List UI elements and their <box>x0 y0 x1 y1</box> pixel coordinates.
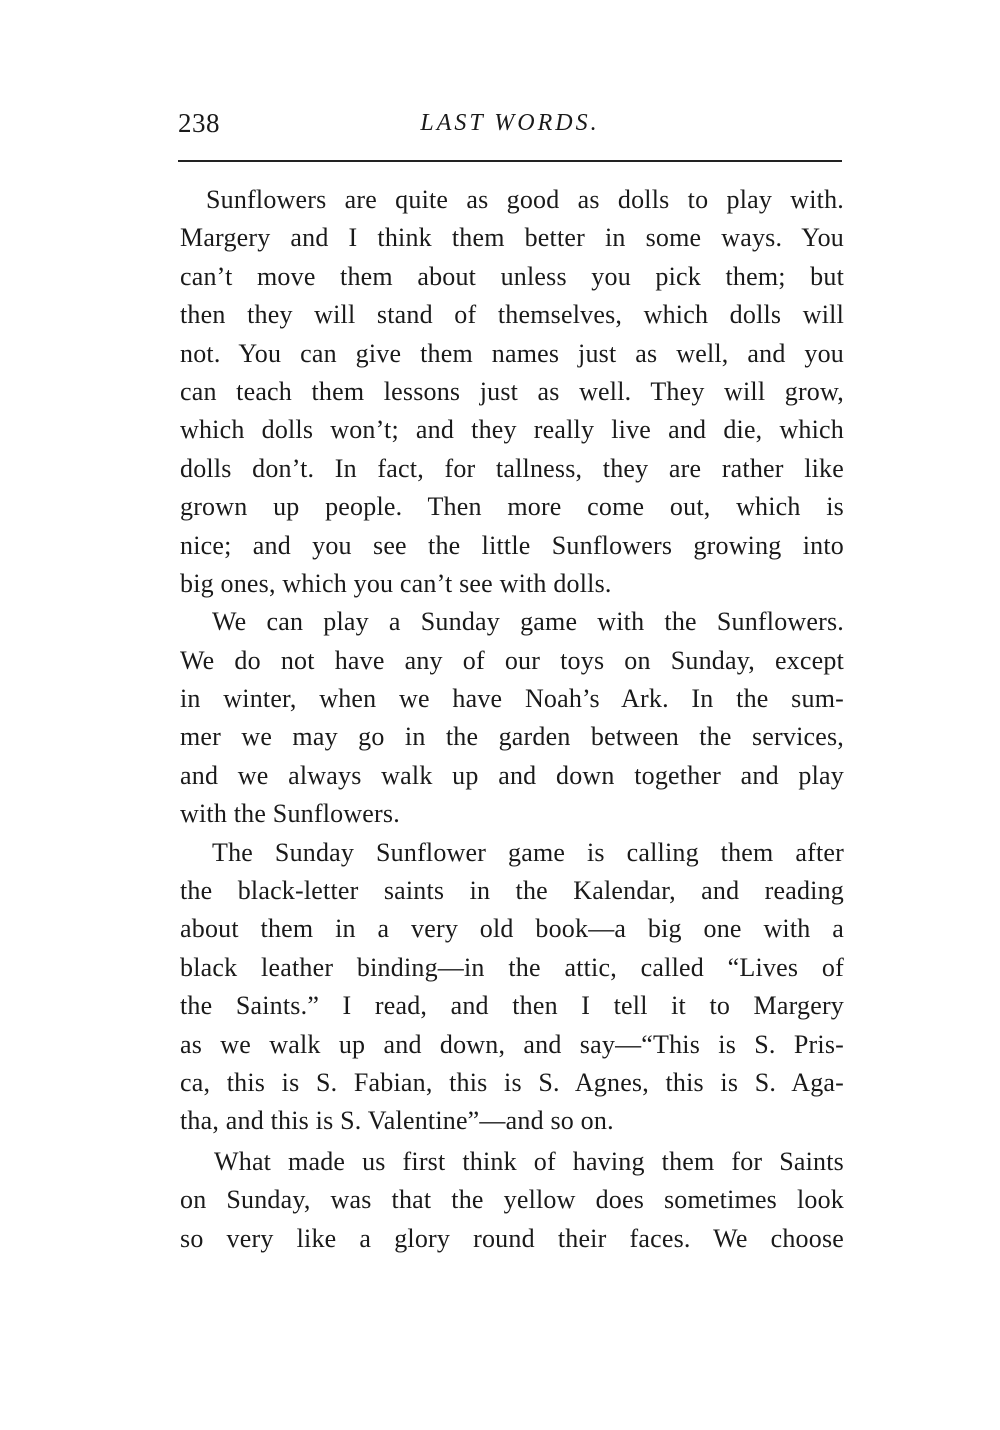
page-header <box>178 100 842 150</box>
text-line: nice; and you see the little Sunflowers growing into <box>180 530 844 560</box>
text-line: about them in a very old book—a big one with a <box>180 914 844 944</box>
text-line: can teach them lessons just as well. They will grow, <box>180 376 844 406</box>
text-line: We do not have any of our toys on Sunday, except <box>180 645 844 675</box>
paragraph <box>180 603 844 833</box>
text-line: the Saints.” I read, and then I tell it to Margery <box>180 991 844 1021</box>
page-number: 238 <box>178 108 220 138</box>
text-line: can’t move them about unless you pick them; but <box>180 261 844 291</box>
text-line: on Sunday, was that the yellow does sometimes look <box>180 1185 844 1215</box>
text-line: not. You can give them names just as well, and you <box>180 338 844 368</box>
paragraph <box>180 834 844 1141</box>
paragraph <box>180 181 844 603</box>
running-title: LAST WORDS. <box>420 110 600 136</box>
text-line: black leather binding—in the attic, called “Lives of <box>180 952 844 982</box>
text-line: big ones, which you can’t see with dolls. <box>180 568 612 598</box>
paragraph <box>180 1143 844 1258</box>
text-line: then they will stand of themselves, which dolls will <box>180 300 844 330</box>
text-line: the black-letter saints in the Kalendar, and reading <box>180 876 844 906</box>
text-line: Margery and I think them better in some ways. You <box>180 223 844 253</box>
text-line: dolls don’t. In fact, for tallness, they are rather like <box>180 453 844 483</box>
text-line: so very like a glory round their faces. We choose <box>180 1223 844 1253</box>
text-line: What made us first think of having them for Saints <box>214 1146 844 1176</box>
text-line: The Sunday Sunflower game is calling them after <box>212 837 844 867</box>
text-line: which dolls won’t; and they really live and die, which <box>180 415 844 445</box>
text-line: in winter, when we have Noah’s Ark. In the sum- <box>180 684 844 714</box>
text-line: mer we may go in the garden between the services, <box>180 722 844 752</box>
text-line: and we always walk up and down together and play <box>180 760 844 790</box>
text-line: tha, and this is S. Valentine”—and so on. <box>180 1106 614 1136</box>
text-line: ca, this is S. Fabian, this is S. Agnes, this is S. Aga- <box>180 1067 844 1097</box>
text-line: as we walk up and down, and say—“This is S. Pris- <box>180 1029 844 1059</box>
body-text <box>180 181 844 1258</box>
text-line: grown up people. Then more come out, which is <box>180 492 844 522</box>
header-rule <box>178 160 842 162</box>
text-line: with the Sunflowers. <box>180 799 400 829</box>
text-line: Sunflowers are quite as good as dolls to play with. <box>206 185 844 214</box>
text-line: We can play a Sunday game with the Sunflowers. <box>212 607 844 637</box>
